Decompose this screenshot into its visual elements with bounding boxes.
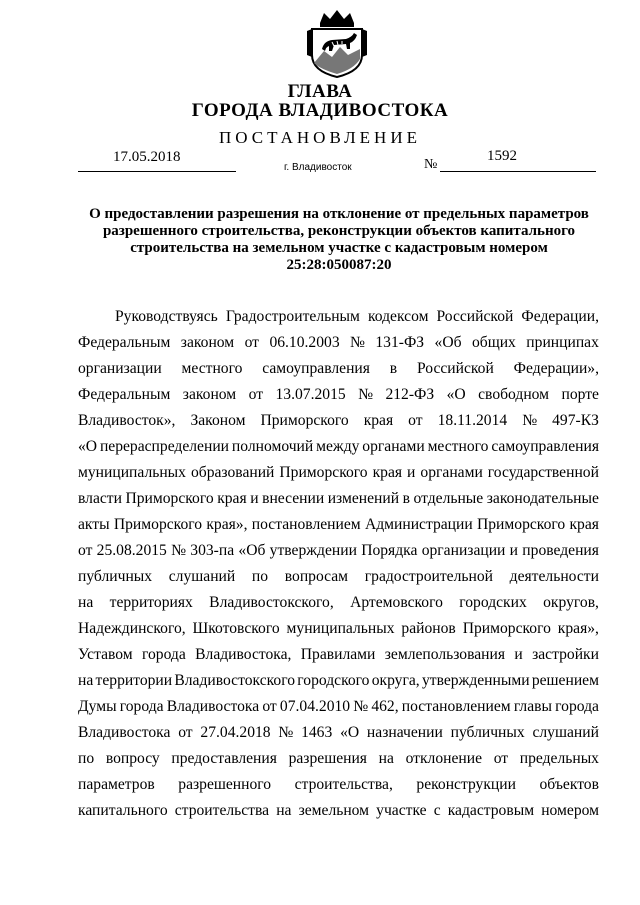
body-word: изменений	[327, 490, 400, 507]
body-word: №	[353, 698, 369, 715]
body-word: 07.04.2010	[279, 698, 351, 715]
body-word: №	[358, 386, 373, 403]
body-word: деятельности	[509, 568, 599, 585]
body-word: от	[78, 542, 93, 559]
body-word: номером	[541, 802, 599, 819]
body-word: органами	[420, 464, 483, 481]
body-word: от	[178, 724, 193, 741]
body-word: №	[522, 412, 538, 429]
body-word: Владивостокского,	[209, 594, 334, 611]
body-word: 25.08.2015	[96, 542, 167, 559]
body-word: Владивостока	[166, 698, 260, 715]
body-word: строительства,	[294, 776, 393, 793]
body-word: округа,	[371, 672, 420, 689]
body-word: 131-ФЗ	[375, 334, 425, 351]
body-word: публичных	[78, 568, 153, 585]
body-word: самоуправления	[262, 360, 370, 377]
body-word: края	[569, 516, 599, 533]
body-word: земельном	[298, 802, 370, 819]
document-number: 1592	[487, 148, 517, 164]
title-line: строительства на земельном участке с кадастровым номером	[130, 240, 548, 256]
body-word: Приморского	[260, 412, 349, 429]
body-word: Владивосток»,	[78, 412, 176, 429]
body-word: Федеральным	[78, 386, 171, 403]
body-word: от	[408, 412, 423, 429]
body-word: образований	[190, 464, 275, 481]
body-word: города	[141, 646, 186, 663]
body-word: законом	[180, 334, 235, 351]
body-word: от	[493, 750, 509, 767]
body-word: в	[402, 490, 410, 507]
body-word: №	[278, 724, 294, 741]
body-word: Владивостока	[78, 724, 171, 741]
body-word: Думы	[78, 698, 117, 715]
body-word: на	[78, 594, 94, 611]
body-word: «О	[78, 438, 98, 455]
body-word: по	[78, 750, 95, 767]
body-word: постановлением	[401, 698, 511, 715]
body-word: с	[433, 802, 441, 819]
body-word: капитального	[78, 802, 168, 819]
body-word: Владивостокского	[174, 672, 296, 689]
body-word: и	[514, 646, 523, 663]
body-word: Надеждинского,	[78, 620, 186, 637]
body-word: «Об	[434, 334, 462, 351]
body-line	[78, 564, 599, 590]
body-line	[78, 746, 599, 772]
body-word: Уставом	[78, 646, 133, 663]
body-word: округов,	[543, 594, 599, 611]
body-word: самоуправления	[491, 438, 599, 455]
body-word: власти	[78, 490, 122, 507]
body-word: разрешения	[288, 750, 367, 767]
body-word: внесении	[262, 490, 325, 507]
body-line	[78, 642, 599, 668]
body-line	[78, 538, 599, 564]
body-word: главы	[513, 698, 552, 715]
body-word: Российской	[416, 360, 494, 377]
body-word: общих	[471, 334, 516, 351]
body-line	[78, 304, 599, 330]
body-word: законодательные	[486, 490, 599, 507]
body-word: Федерации»,	[513, 360, 599, 377]
title-line: 25:28:050087:20	[286, 257, 392, 273]
body-word: от	[248, 386, 264, 403]
body-word: 212-ФЗ	[385, 386, 435, 403]
body-word: 303-па	[190, 542, 235, 559]
body-word: Российской	[436, 308, 514, 325]
body-word: постановлением	[251, 516, 361, 533]
body-line	[78, 668, 599, 694]
body-word: Приморского	[113, 516, 203, 533]
body-word: параметров	[78, 776, 155, 793]
body-word: №	[171, 542, 186, 559]
body-line	[78, 434, 599, 460]
title-line: разрешенного строительства, реконструкции объектов капитального	[102, 223, 576, 239]
body-word: утвержденными	[421, 672, 530, 689]
body-word: принципах	[526, 334, 599, 351]
body-word: строительства	[174, 802, 270, 819]
body-word: Шкотовского	[192, 620, 280, 637]
body-word: края	[217, 490, 247, 507]
body-word: Приморского	[125, 490, 214, 507]
body-word: предельных	[519, 750, 599, 767]
document-title	[74, 206, 604, 274]
body-word: Руководствуясь	[115, 308, 218, 325]
body-word: и	[509, 542, 519, 559]
body-word: Артемовского	[350, 594, 443, 611]
body-line	[78, 408, 599, 434]
body-word: землепользования	[384, 646, 506, 663]
body-word: Федерации,	[521, 308, 599, 325]
body-word: Градостроительным	[225, 308, 360, 325]
body-word: 27.04.2018	[200, 724, 271, 741]
authority-title: ГЛАВА	[287, 81, 353, 102]
body-line	[78, 694, 599, 720]
body-word: вопросу	[105, 750, 160, 767]
body-word: порте	[561, 386, 599, 403]
body-word: Владивостока,	[195, 646, 292, 663]
body-word: и	[407, 464, 416, 481]
body-word: Администрации	[364, 516, 473, 533]
body-word: на	[276, 802, 292, 819]
document-city: г. Владивосток	[284, 162, 352, 173]
body-word: муниципальных	[78, 464, 186, 481]
body-word: организации	[78, 360, 162, 377]
number-sign: №	[424, 157, 438, 172]
body-word: 06.10.2003	[269, 334, 340, 351]
body-word: города	[555, 698, 599, 715]
body-word: решением	[531, 672, 599, 689]
body-word: «О	[340, 724, 360, 741]
body-word: края»,	[557, 620, 599, 637]
body-word: полномочий	[231, 438, 314, 455]
body-word: слушаний	[168, 568, 236, 585]
body-word: утверждении	[269, 542, 357, 559]
body-word: муниципальных	[286, 620, 395, 637]
title-line: О предоставлении разрешения на отклонение от предельных параметров	[89, 206, 589, 222]
document-type: ПОСТАНОВЛЕНИЕ	[218, 128, 421, 147]
body-line	[78, 512, 599, 538]
authority-subtitle: ГОРОДА ВЛАДИВОСТОКА	[191, 100, 449, 121]
body-line	[78, 356, 599, 382]
body-word: края	[372, 464, 403, 481]
document-date: 17.05.2018	[113, 149, 181, 165]
body-word: Федеральным	[78, 334, 171, 351]
body-word: разрешенного	[178, 776, 272, 793]
body-line	[78, 720, 599, 746]
body-line	[78, 382, 599, 408]
body-word: акты	[78, 516, 110, 533]
body-word: государственной	[487, 464, 599, 481]
body-word: перераспределении	[99, 438, 230, 455]
body-word: отдельные	[413, 490, 484, 507]
number-underline	[440, 171, 596, 172]
body-word: местного	[427, 438, 489, 455]
body-word: отклонение	[405, 750, 483, 767]
body-word: Порядка	[361, 542, 418, 559]
body-word: и	[250, 490, 259, 507]
body-word: территории	[95, 672, 173, 689]
body-line	[78, 590, 599, 616]
body-word: назначении	[366, 724, 443, 741]
body-word: Законом	[190, 412, 246, 429]
body-word: кодексом	[367, 308, 429, 325]
body-word: городского	[297, 672, 370, 689]
body-word: вопросам	[284, 568, 349, 585]
body-word: 1463	[301, 724, 333, 741]
body-word: на	[78, 672, 94, 689]
body-word: органами	[362, 438, 425, 455]
body-line	[78, 772, 599, 798]
body-word: Приморского	[279, 464, 368, 481]
body-word: 462,	[371, 698, 399, 715]
body-word: организации	[421, 542, 506, 559]
body-word: законом	[182, 386, 237, 403]
body-word: Правилами	[300, 646, 376, 663]
body-word: районов	[401, 620, 456, 637]
body-word: края»,	[206, 516, 248, 533]
body-word: реконструкции	[416, 776, 516, 793]
body-word: объектов	[539, 776, 599, 793]
body-word: кадастровым	[447, 802, 535, 819]
body-word: 497-КЗ	[552, 412, 599, 429]
body-line	[78, 616, 599, 642]
body-word: предоставления	[171, 750, 277, 767]
body-line	[78, 486, 599, 512]
body-word: местного	[181, 360, 243, 377]
body-word: «Об	[238, 542, 266, 559]
body-word: от	[262, 698, 277, 715]
body-word: публичных	[450, 724, 525, 741]
document-body	[78, 304, 599, 824]
body-word: 18.11.2014	[437, 412, 508, 429]
body-line	[78, 798, 599, 824]
body-line	[78, 460, 599, 486]
body-word: края	[363, 412, 394, 429]
body-word: №	[350, 334, 365, 351]
body-word: Приморского	[462, 620, 551, 637]
body-word: 13.07.2015	[275, 386, 346, 403]
body-word: проведения	[522, 542, 599, 559]
body-word: свободном	[478, 386, 550, 403]
body-word: застройки	[532, 646, 599, 663]
body-word: от	[244, 334, 259, 351]
body-word: градостроительной	[364, 568, 493, 585]
body-word: Приморского	[477, 516, 566, 533]
body-word: на	[378, 750, 394, 767]
body-word: участке	[376, 802, 427, 819]
date-underline	[78, 171, 236, 172]
body-word: городских	[459, 594, 527, 611]
body-word: в	[389, 360, 398, 377]
body-line	[78, 330, 599, 356]
body-word: между	[316, 438, 360, 455]
body-word: по	[251, 568, 269, 585]
body-word: слушаний	[532, 724, 599, 741]
body-word: города	[119, 698, 164, 715]
vladivostok-coat-of-arms-icon	[302, 7, 372, 79]
body-word: «О	[446, 386, 466, 403]
body-word: территориях	[109, 594, 193, 611]
